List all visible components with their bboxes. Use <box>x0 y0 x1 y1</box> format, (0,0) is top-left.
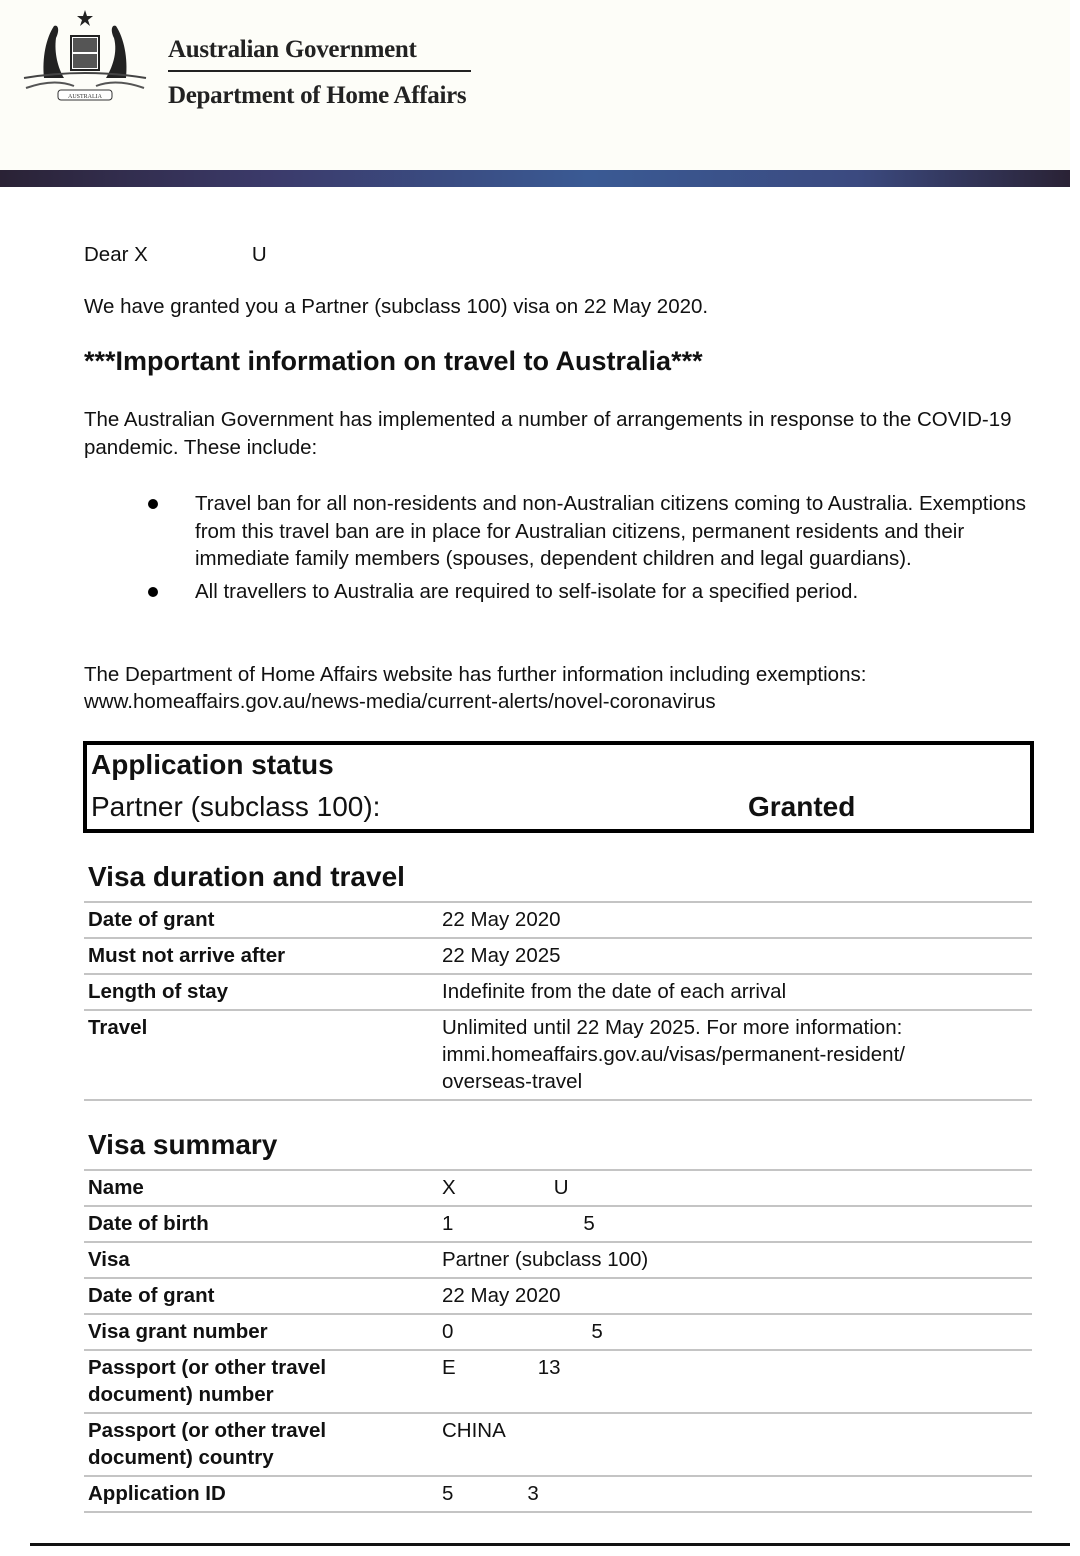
coat-of-arms-logo <box>14 8 156 112</box>
duration-table <box>84 901 1032 1101</box>
agency-name <box>168 36 471 110</box>
value-part: 1 <box>442 1212 454 1235</box>
row-label: Travel <box>84 1010 438 1100</box>
value-part: X <box>442 1176 456 1199</box>
crest-text: AUSTRALIA <box>68 94 102 100</box>
row-value <box>438 1010 1032 1100</box>
bullet-icon <box>148 499 158 509</box>
row-value: Partner (subclass 100) <box>438 1242 1032 1278</box>
table-row <box>84 902 1032 938</box>
table-row <box>84 1206 1032 1242</box>
row-label: Date of birth <box>84 1206 438 1242</box>
row-label: Date of grant <box>84 902 438 938</box>
value-part: 0 <box>442 1320 454 1343</box>
agency-line1: Australian Government <box>168 36 471 72</box>
table-row <box>84 1010 1032 1100</box>
row-label: Name <box>84 1170 438 1206</box>
row-value: 22 May 2025 <box>438 938 1032 974</box>
covid-intro: The Australian Government has implemented a number of arrangements in response to the COVID-19 pandemic. These include: <box>84 408 1012 459</box>
row-label: Date of grant <box>84 1278 438 1314</box>
row-value <box>438 1476 1032 1512</box>
value-part: U <box>553 1176 569 1199</box>
value-part: 5 <box>583 1212 595 1235</box>
row-value: Indefinite from the date of each arrival <box>438 974 1032 1010</box>
row-label: Visa grant number <box>84 1314 438 1350</box>
bullet-text: All travellers to Australia are required to self-isolate for a specified period. <box>195 579 859 603</box>
value-part: E <box>442 1356 456 1379</box>
value-part: 13 <box>537 1356 561 1379</box>
value-part: 5 <box>591 1320 603 1343</box>
table-row <box>84 1476 1032 1512</box>
value-part: 3 <box>527 1482 539 1505</box>
letterhead <box>0 0 1070 170</box>
agency-line2: Department of Home Affairs <box>168 82 467 109</box>
row-value <box>438 1206 1032 1242</box>
row-value <box>438 1170 1032 1206</box>
travel-link-cont[interactable]: overseas-travel <box>442 1070 583 1093</box>
bullet-item <box>84 490 1034 573</box>
table-row <box>84 1314 1032 1350</box>
travel-link[interactable]: immi.homeaffairs.gov.au/visas/permanent-resident/ <box>442 1043 905 1066</box>
table-row <box>84 1413 1032 1476</box>
website-text: The Department of Home Affairs website has further information including exemptions: <box>84 663 867 686</box>
salutation-part: Dear X <box>84 243 148 266</box>
row-value <box>438 1314 1032 1350</box>
status-title: Application status <box>91 749 334 780</box>
application-status-box <box>83 741 1034 833</box>
table-row <box>84 938 1032 974</box>
header-band <box>0 170 1070 187</box>
row-value: CHINA <box>438 1413 1032 1476</box>
bullet-icon <box>148 587 158 597</box>
bullet-item <box>84 578 1034 606</box>
status-label: Partner (subclass 100): <box>91 791 381 822</box>
website-link[interactable]: www.homeaffairs.gov.au/news-media/current-alerts/novel-coronavirus <box>84 690 716 713</box>
table-row <box>84 974 1032 1010</box>
table-row <box>84 1242 1032 1278</box>
bullet-text: Travel ban for all non-residents and non-Australian citizens coming to Australia. Exemptions from this travel ban are in place for Australian citizens, permanent residents and their immediate family members (spouses, dependent children and legal guardians). <box>195 492 1027 570</box>
summary-table <box>84 1169 1032 1513</box>
salutation-part: U <box>251 243 267 266</box>
row-label: Must not arrive after <box>84 938 438 974</box>
summary-title: Visa summary <box>88 1129 278 1160</box>
row-value <box>438 1350 1032 1413</box>
row-label: Visa <box>84 1242 438 1278</box>
duration-title: Visa duration and travel <box>88 861 405 892</box>
table-row <box>84 1278 1032 1314</box>
salutation <box>84 241 267 269</box>
value-part: 5 <box>442 1482 454 1505</box>
row-label: Length of stay <box>84 974 438 1010</box>
status-badge: Granted <box>748 791 856 822</box>
footer-rule <box>30 1543 1070 1546</box>
row-value: 22 May 2020 <box>438 1278 1032 1314</box>
table-row <box>84 1350 1032 1413</box>
grant-intro: We have granted you a Partner (subclass 100) visa on 22 May 2020. <box>84 295 709 318</box>
important-heading: ***Important information on travel to Australia*** <box>84 346 703 376</box>
row-label: Application ID <box>84 1476 438 1512</box>
travel-text: Unlimited until 22 May 2025. For more information: <box>442 1016 903 1039</box>
covid-bullets <box>84 490 1034 610</box>
row-label: Passport (or other travel document) country <box>84 1413 438 1476</box>
row-label: Passport (or other travel document) number <box>84 1350 438 1413</box>
table-row <box>84 1170 1032 1206</box>
row-value: 22 May 2020 <box>438 902 1032 938</box>
